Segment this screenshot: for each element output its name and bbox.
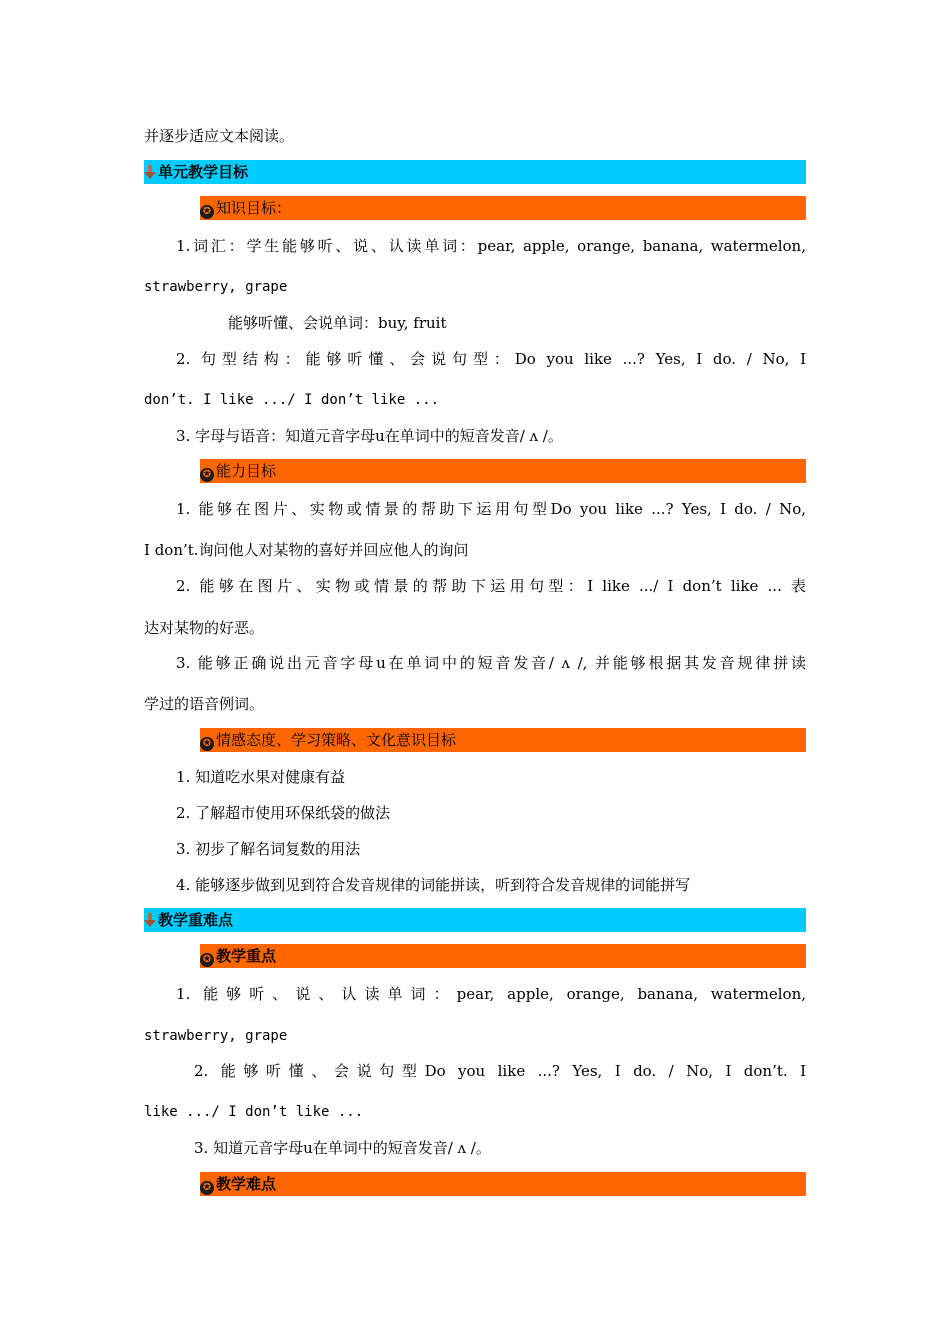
ability-item-2-line-2: 达对某物的好恶。 <box>144 619 265 637</box>
key-item-2-line-2: like .../ I don’t like ... <box>144 1104 364 1120</box>
subheader-title: 教学重点 <box>216 947 277 965</box>
knowledge-item-3: 3. 字母与语音：知道元音字母u在单词中的短音发音/ ʌ /。 <box>176 427 563 445</box>
star-badge-icon: ✪ <box>200 1181 214 1195</box>
key-item-2-line-1: 2. 能够听懂、会说句型Do you like ...? Yes, I do. / No, I don’t. I <box>194 1062 806 1080</box>
section-title: 单元教学目标 <box>158 163 249 181</box>
star-badge-icon: ✪ <box>200 468 214 482</box>
section-title: 教学重难点 <box>158 911 234 929</box>
star-badge-icon: ✪ <box>200 205 214 219</box>
section-header-key-difficult <box>144 908 806 932</box>
ability-item-3-line-2: 学过的语音例词。 <box>144 695 265 713</box>
knowledge-item-1-line-1: 1.词汇：学生能够听、说、认读单词：pear, apple, orange, banana, watermelon, <box>176 237 806 255</box>
section-header-unit-goals <box>144 160 806 184</box>
ability-item-3-line-1: 3. 能够正确说出元音字母u在单词中的短音发音/ ʌ /, 并能够根据其发音规律拼读 <box>176 654 806 672</box>
ability-item-2-line-1: 2. 能够在图片、实物或情景的帮助下运用句型：I like .../ I don’t like ... 表 <box>176 577 806 595</box>
affect-item: 4. 能够逐步做到见到符合发音规律的词能拼读，听到符合发音规律的词能拼写 <box>176 876 691 894</box>
subheader-title: 知识目标： <box>216 199 292 217</box>
down-arrow-icon <box>144 913 156 927</box>
subheader-difficult-points <box>200 1172 806 1196</box>
star-badge-icon: ✪ <box>200 737 214 751</box>
subheader-affect-goals <box>200 728 806 752</box>
subheader-key-points <box>200 944 806 968</box>
ability-item-1-line-2: I don’t.询问他人对某物的喜好并回应他人的询问 <box>144 541 469 559</box>
knowledge-item-1-line-2: strawberry, grape <box>144 279 288 295</box>
affect-item: 3. 初步了解名词复数的用法 <box>176 840 361 858</box>
subheader-title: 教学难点 <box>216 1175 277 1193</box>
knowledge-item-2-line-2: don’t. I like .../ I don’t like ... <box>144 392 440 408</box>
knowledge-item-2-line-1: 2. 句型结构：能够听懂、会说句型：Do you like ...? Yes, I do. / No, I <box>176 350 806 368</box>
knowledge-item-1-line-3: 能够听懂、会说单词：buy, fruit <box>228 314 447 332</box>
key-item-3: 3. 知道元音字母u在单词中的短音发音/ ʌ /。 <box>194 1139 491 1157</box>
subheader-knowledge-goals <box>200 196 806 220</box>
star-badge-icon: ✪ <box>200 953 214 967</box>
down-arrow-icon <box>144 165 156 179</box>
subheader-ability-goals <box>200 459 806 483</box>
key-item-1-line-2: strawberry, grape <box>144 1028 288 1044</box>
ability-item-1-line-1: 1. 能够在图片、实物或情景的帮助下运用句型Do you like ...? Yes, I do. / No, <box>176 500 806 518</box>
key-item-1-line-1: 1. 能够听、说、认读单词：pear, apple, orange, banana, watermelon, <box>176 985 806 1003</box>
affect-item: 2. 了解超市使用环保纸袋的做法 <box>176 804 391 822</box>
subheader-title: 能力目标 <box>216 462 277 480</box>
affect-item: 1. 知道吃水果对健康有益 <box>176 768 346 786</box>
intro-tail-text: 并逐步适应文本阅读。 <box>144 127 295 145</box>
subheader-title: 情感态度、学习策略、文化意识目标 <box>216 731 457 749</box>
